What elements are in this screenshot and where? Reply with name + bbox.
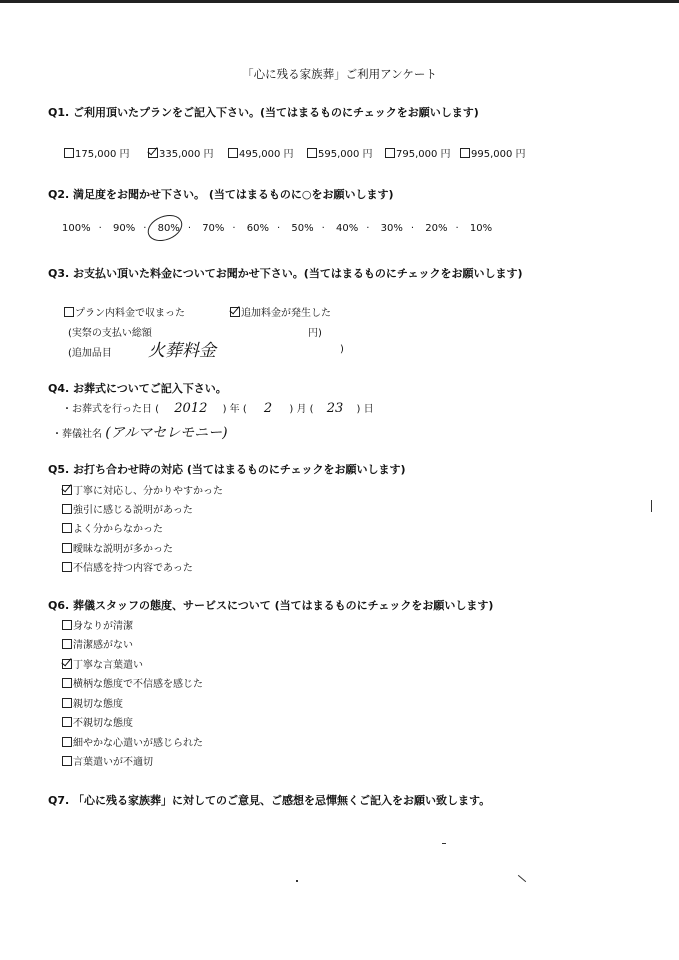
q6-option[interactable] [62,617,133,632]
q4-date-row [62,400,374,416]
q3-option-label: プラン内料金で収まった [75,308,185,319]
q2-satisfaction-scale: 100% · 90% · 80% · 70% · 60% · 50% · 40% · 30% · 20% · 10% [62,223,493,234]
scan-speck [296,880,298,882]
q1-option[interactable] [228,145,294,160]
q5-heading: Q5. お打ち合わせ時の対応 (当てはまるものにチェックをお願いします) [48,463,406,476]
q6-option[interactable] [62,714,133,729]
scan-speck [518,875,526,882]
checkbox[interactable] [62,620,72,630]
q1-option[interactable] [385,145,451,160]
q4-year-value[interactable]: 2012 [174,401,208,416]
q3-items-value[interactable]: 火葬料金 [148,341,216,361]
scale-20[interactable]: 20% [425,223,448,234]
q1-option[interactable] [307,145,373,160]
q6-option-label: 丁寧な言葉遣い [73,660,143,671]
q6-option[interactable] [62,695,123,710]
q5-option[interactable] [62,482,223,497]
q4-month-value[interactable]: 2 [263,401,273,416]
q3-total-label: (実祭の支払い総額 [68,328,152,339]
q6-option[interactable] [62,675,203,690]
q5-option[interactable] [62,559,193,574]
checkbox[interactable] [64,307,74,317]
checkbox[interactable] [62,717,72,727]
q1-option-label: 795,000 円 [396,149,451,160]
q6-option[interactable] [62,734,203,749]
q3-option-within-plan[interactable] [64,304,185,319]
scale-10[interactable]: 10% [469,223,493,234]
q6-option-label: 清潔感がない [73,640,133,651]
q1-option[interactable] [460,145,526,160]
q4-hall-label: ・葬儀社名 [52,429,102,440]
q1-option-label: 335,000 円 [159,149,214,160]
q5-option[interactable] [62,501,193,516]
q2-heading: Q2. 満足度をお聞かせ下さい。 (当てはまるものに○をお願いします) [48,188,394,201]
checkbox[interactable] [64,148,74,158]
scale-70[interactable]: 70% [202,223,225,234]
q3-option-extra-fee[interactable] [230,304,331,319]
q6-option[interactable] [62,636,133,651]
q5-option-label: 不信感を持つ内容であった [73,563,193,574]
scale-30[interactable]: 30% [380,223,403,234]
checkbox[interactable] [228,148,238,158]
q6-option[interactable] [62,656,143,671]
checkbox[interactable] [385,148,395,158]
q6-option-label: 親切な態度 [73,699,123,710]
checkbox[interactable] [62,562,72,572]
checkbox[interactable] [62,543,72,553]
q6-option-label: 細やかな心遣いが感じられた [73,738,203,749]
q6-heading: Q6. 葬儀スタッフの態度、サービスについて (当てはまるものにチェックをお願いします) [48,599,494,612]
checkbox[interactable] [62,737,72,747]
q4-heading: Q4. お葬式についてご記入下さい。 [48,382,227,395]
q3-items-close: ) [340,344,344,355]
checkbox[interactable] [62,678,72,688]
q1-option[interactable] [64,145,130,160]
checkbox-checked[interactable] [62,659,72,669]
q4-hall-value[interactable]: (アルマセレモニー) [105,425,228,441]
checkbox[interactable] [62,756,72,766]
q1-option[interactable] [148,145,214,160]
checkbox[interactable] [62,523,72,533]
q4-year-unit: ) 年 ( [222,404,247,415]
q1-heading: Q1. ご利用頂いたプランをご記入下さい。(当てはまるものにチェックをお願いします) [48,106,479,119]
q3-option-label: 追加料金が発生した [241,308,331,319]
checkbox[interactable] [307,148,317,158]
checkbox[interactable] [62,698,72,708]
scale-50[interactable]: 50% [291,223,314,234]
q7-heading: Q7. 「心に残る家族葬」に対してのご意見、ご感想を忌憚無くご記入をお願い致します。 [48,794,491,807]
scale-80[interactable]: 80% [157,223,180,234]
q4-day-unit: ) 日 [356,404,374,415]
q4-date-label: ・お葬式を行った日 ( [62,404,160,415]
q5-option[interactable] [62,520,163,535]
q1-option-label: 995,000 円 [471,149,526,160]
q6-option[interactable] [62,753,153,768]
checkbox[interactable] [62,504,72,514]
q5-option-label: よく分からなかった [73,524,163,535]
q5-option-label: 曖昧な説明が多かった [73,544,173,555]
scale-100[interactable]: 100% [62,223,91,234]
q4-day-value[interactable]: 23 [326,401,344,416]
selected-circle-mark [144,210,186,246]
scale-60[interactable]: 60% [246,223,270,234]
scan-speck [651,500,652,512]
scale-90[interactable]: 90% [112,223,136,234]
q3-total-unit: 円) [308,328,322,339]
checkbox[interactable] [62,639,72,649]
q6-option-label: 言葉遣いが不適切 [73,757,153,768]
q1-option-label: 175,000 円 [75,149,130,160]
q6-option-label: 横柄な態度で不信感を感じた [73,679,203,690]
q5-option[interactable] [62,540,173,555]
checkbox-checked[interactable] [230,307,240,317]
checkbox-checked[interactable] [148,148,158,158]
q5-option-label: 丁寧に対応し、分かりやすかった [73,486,223,497]
q1-option-label: 595,000 円 [318,149,373,160]
scan-top-edge [0,0,679,3]
q1-option-label: 495,000 円 [239,149,294,160]
q6-option-label: 身なりが清潔 [73,621,133,632]
q5-option-label: 強引に感じる説明があった [73,505,193,516]
survey-title: 「心に残る家族葬」ご利用アンケート [242,67,437,81]
q4-month-unit: ) 月 ( [289,404,314,415]
checkbox[interactable] [460,148,470,158]
scale-40[interactable]: 40% [336,223,359,234]
scan-speck [442,843,446,844]
q3-heading: Q3. お支払い頂いた料金についてお聞かせ下さい。(当てはまるものにチェックをお願いします) [48,267,523,280]
q6-option-label: 不親切な態度 [73,718,133,729]
checkbox-checked[interactable] [62,485,72,495]
q4-hall-row [52,422,228,442]
q3-items-label: (追加品目 [68,348,112,359]
